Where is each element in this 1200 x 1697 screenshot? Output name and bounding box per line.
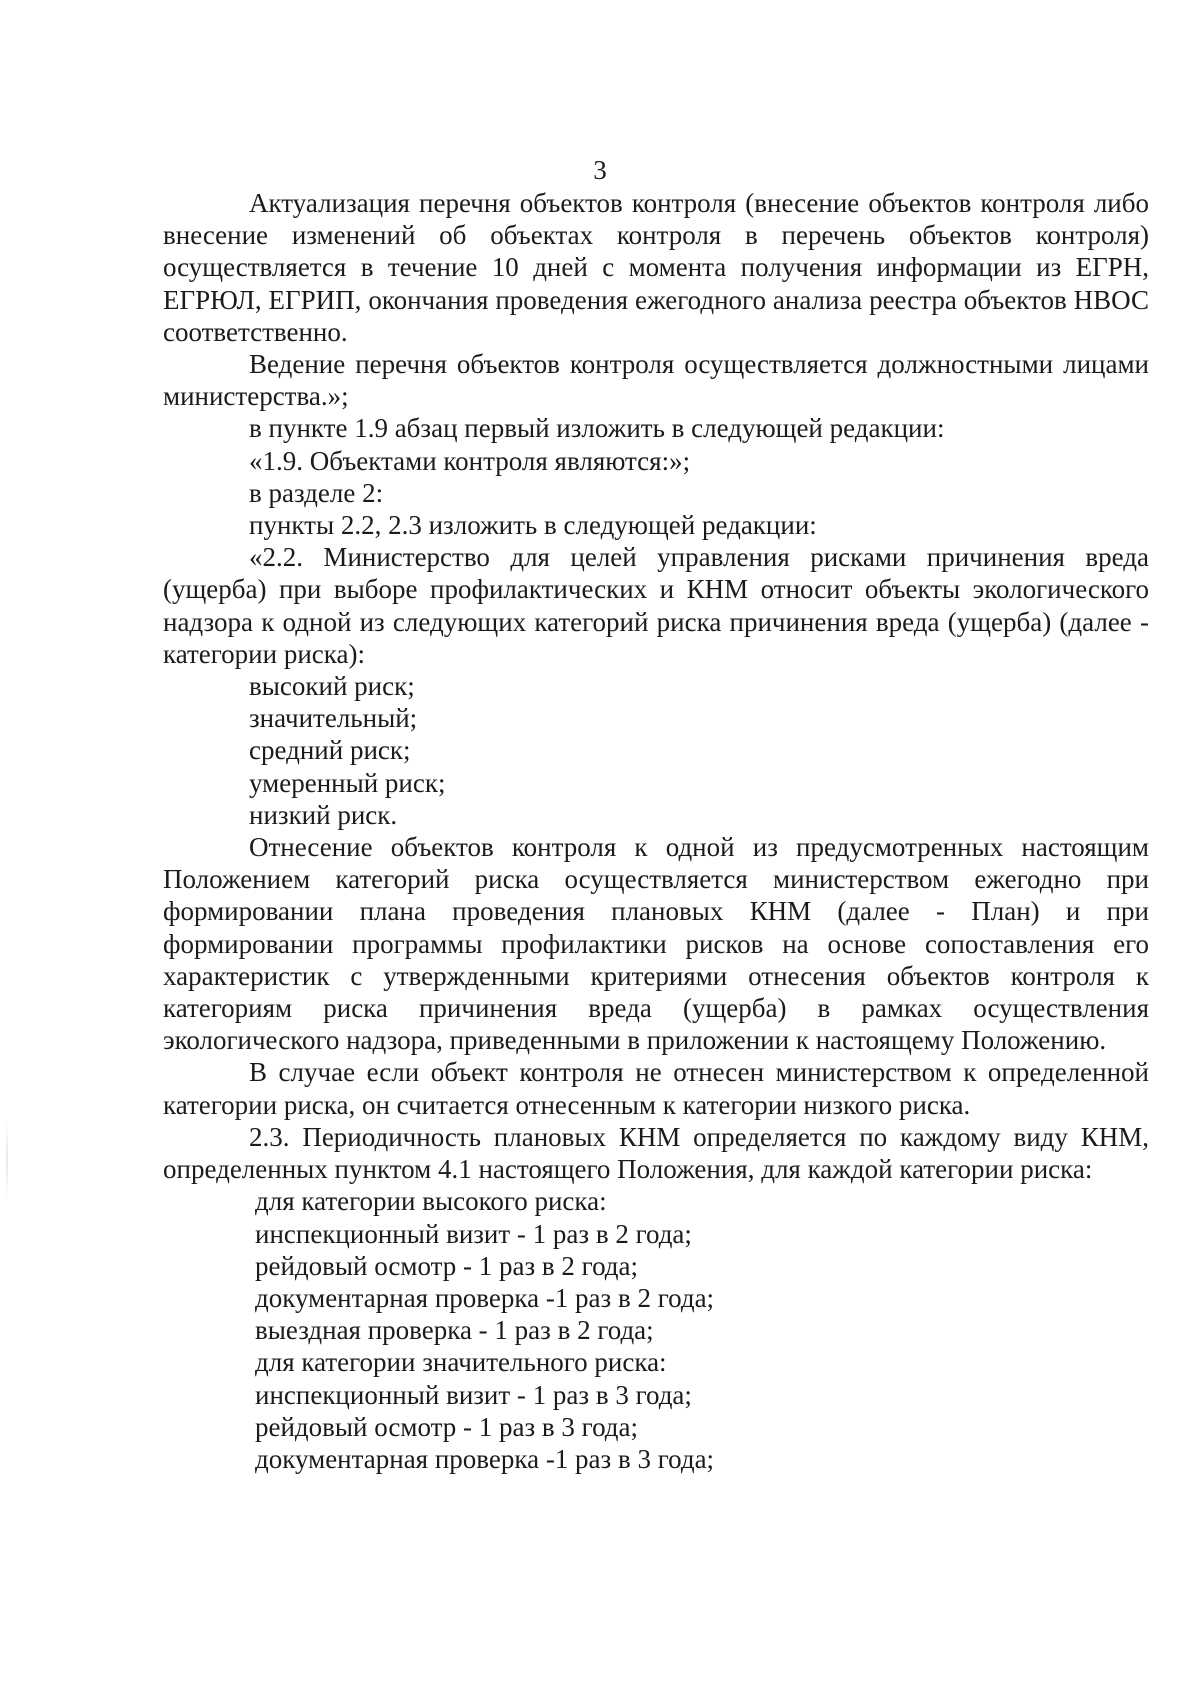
page-number: 3	[593, 155, 607, 185]
risk-category-item: низкий риск.	[249, 799, 398, 830]
amendment-line: пункты 2.2, 2.3 изложить в следующей редакции:	[249, 510, 817, 541]
paragraph-default-risk: В случае если объект контроля не отнесен министерством к определенной категории риска, он считается отнесенным к категории низкого риска.	[163, 1057, 1149, 1120]
scan-edge-mark	[6, 1120, 8, 1200]
amendment-line: в разделе 2:	[249, 477, 384, 508]
schedule-line: рейдовый осмотр - 1 раз в 3 года;	[255, 1411, 639, 1442]
schedule-line: рейдовый осмотр - 1 раз в 2 года;	[255, 1250, 639, 1281]
paragraph-actualization: Актуализация перечня объектов контроля (внесение объектов контроля либо внесение изменений об объектах контроля в перечень объектов контроля) осуществляется в течение 10 дней с момента получения информации из ЕГРН, ЕГРЮЛ, ЕГРИП, окончания проведения ежегодного анализа реестра объектов НВОС соответственно.	[163, 188, 1149, 347]
schedule-line: для категории значительного риска:	[255, 1347, 667, 1378]
schedule-line: выездная проверка - 1 раз в 2 года;	[255, 1315, 654, 1346]
paragraph-risk-assignment: Отнесение объектов контроля к одной из предусмотренных настоящим Положением категорий риска осуществляется министерством ежегодно при формировании плана проведения плановых КНМ (далее - План) и при формировании программы профилактики рисков на основе сопоставления его характеристик с утвержденными критериями отнесения объектов контроля к категориям риска причинения вреда (ущерба) в рамках осуществления экологического надзора, приведенными в приложении к настоящему Положению.	[163, 832, 1149, 1056]
risk-category-item: высокий риск;	[249, 671, 415, 702]
schedule-line: документарная проверка -1 раз в 3 года;	[255, 1443, 715, 1474]
document-body	[163, 187, 1149, 1475]
schedule-line: документарная проверка -1 раз в 2 года;	[255, 1282, 715, 1313]
inspection-schedule-list	[163, 1185, 1149, 1475]
amendment-line: в пункте 1.9 абзац первый изложить в следующей редакции:	[249, 413, 945, 444]
risk-category-item: значительный;	[249, 703, 418, 734]
risk-category-item: умеренный риск;	[249, 767, 446, 798]
paragraph-list-maintenance: Ведение перечня объектов контроля осуществляется должностными лицами министерства.»;	[163, 349, 1149, 412]
risk-category-item: средний риск;	[249, 735, 411, 766]
schedule-line: инспекционный визит - 1 раз в 2 года;	[255, 1218, 692, 1249]
amendment-line: «1.9. Объектами контроля являются:»;	[249, 445, 691, 476]
paragraph-periodicity: 2.3. Периодичность плановых КНМ определяется по каждому виду КНМ, определенных пунктом 4.1 настоящего Положения, для каждой категории риска:	[163, 1121, 1149, 1185]
schedule-line: инспекционный визит - 1 раз в 3 года;	[255, 1379, 692, 1410]
schedule-line: для категории высокого риска:	[255, 1186, 607, 1217]
paragraph-risk-categories-intro: «2.2. Министерство для целей управления рисками причинения вреда (ущерба) при выборе профилактических и КНМ относит объекты экологического надзора к одной из следующих категорий риска причинения вреда (ущерба) (далее - категории риска):	[163, 542, 1149, 669]
